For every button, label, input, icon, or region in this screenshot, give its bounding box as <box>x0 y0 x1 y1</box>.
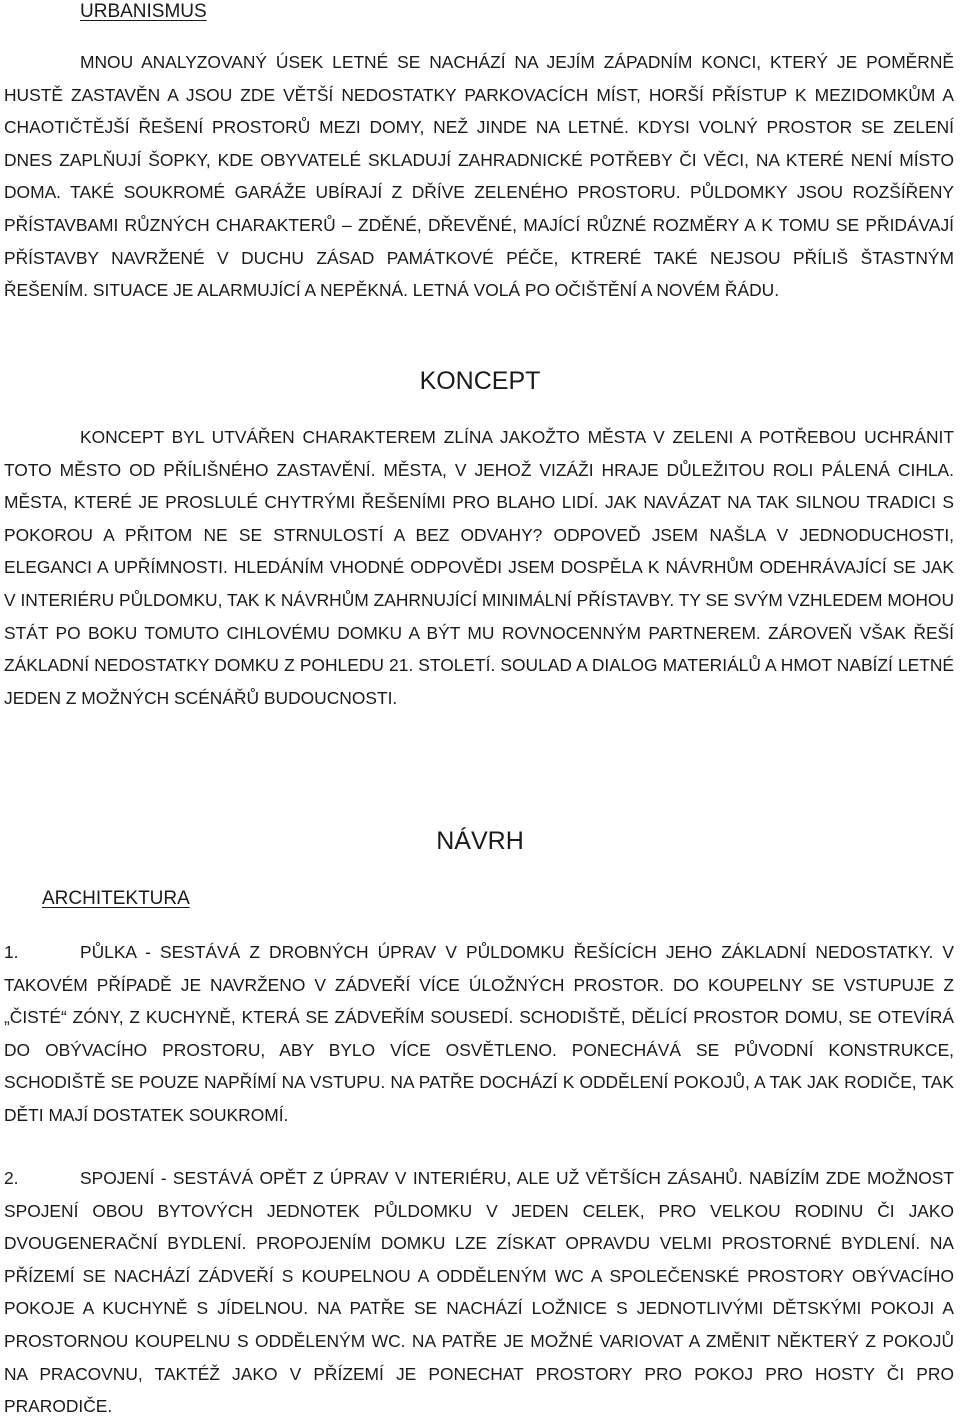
architektura-subheading: ARCHITEKTURA <box>42 888 190 909</box>
list-item <box>4 1162 954 1423</box>
list-item-body <box>4 1162 954 1423</box>
urbanismus-heading: URBANISMUS <box>80 1 207 22</box>
list-item-text: PŮLKA - SESTÁVÁ Z DROBNÝCH ÚPRAV V PŮLDOMKU ŘEŠÍCÍCH JEHO ZÁKLADNÍ NEDOSTATKY. V TAKOVÉM PŘÍPADĚ JE NAVRŽENO V ZÁDVEŘÍ VÍCE ÚLOŽNÝCH PROSTOR. DO KOUPELNY SE VSTUPUJE Z „ČISTÉ“ ZÓNY, Z KUCHYNĚ, KTERÁ SE ZÁDVEŘÍM SOUSEDÍ. SCHODIŠTĚ, DĚLÍCÍ PROSTOR DOMU, SE OTEVÍRÁ DO OBÝVACÍHO PROSTORU, ABY BYLO VÍCE OSVĚTLENO. PONECHÁVÁ SE PŮVODNÍ KONSTRUKCE, SCHODIŠTĚ SE POUZE NAPŘÍMÍ NA VSTUPU. NA PATŘE DOCHÁZÍ K ODDĚLENÍ POKOJŮ, A TAK JAK RODIČE, TAK DĚTI MAJÍ DOSTATEK SOUKROMÍ. <box>4 942 954 1125</box>
list-item-text: SPOJENÍ - SESTÁVÁ OPĚT Z ÚPRAV V INTERIÉRU, ALE UŽ VĚTŠÍCH ZÁSAHŮ. NABÍZÍM ZDE MOŽNOST SPOJENÍ OBOU BYTOVÝCH JEDNOTEK PŮLDOMKU V JEDEN CELEK, PRO VELKOU RODINU ČI JAKO DVOUGENERAČNÍ BYDLENÍ. PROPOJENÍM DOMKU LZE ZÍSKAT OPRAVDU VELMI PROSTORNÉ BYDLENÍ. NA PŘÍZEMÍ SE NACHÁZÍ ZÁDVEŘÍ S KOUPELNOU A ODDĚLENÝM WC A SPOLEČENSKÉ PROSTORY OBÝVACÍHO POKOJE A KUCHYNĚ S JÍDELNOU. NA PATŘE SE NACHÁZÍ LOŽNICE S JEDNOTLIVÝMI DĚTSKÝMI POKOJI A PROSTORNOU KOUPELNU S ODDĚLENÝM WC. NA PATŘE JE MOŽNÉ VARIOVAT A ZMĚNIT NĚKTERÝ Z POKOJŮ NA PRACOVNU, TAKTÉŽ JAKO V PŘÍZEMÍ JE PONECHAT PROSTORY PRO POKOJ PRO HOSTY ČI PRO PRARODIČE. <box>4 1168 954 1417</box>
koncept-paragraph <box>4 421 954 714</box>
urbanismus-text: MNOU ANALYZOVANÝ ÚSEK LETNÉ SE NACHÁZÍ NA JEJÍM ZÁPADNÍM KONCI, KTERÝ JE POMĚRNĚ HUSTĚ ZASTAVĚN A JSOU ZDE VĚTŠÍ NEDOSTATKY PARKOVACÍCH MÍST, HORŠÍ PŘÍSTUP K MEZIDOMKŮM A CHAOTIČTĚJŠÍ ŘEŠENÍ PROSTORŮ MEZI DOMY, NEŽ JINDE NA LETNÉ. KDYSI VOLNÝ PROSTOR SE ZELENÍ DNES ZAPLŇUJÍ ŠOPKY, KDE OBYVATELÉ SKLADUJÍ ZAHRADNICKÉ POTŘEBY ČI VĚCI, NA KTERÉ NENÍ MÍSTO DOMA. TAKÉ SOUKROMÉ GARÁŽE UBÍRAJÍ Z DŘÍVE ZELENÉHO PROSTORU. PŮLDOMKY JSOU ROZŠÍŘENY PŘÍSTAVBAMI RŮZNÝCH CHARAKTERŮ – ZDĚNÉ, DŘEVĚNÉ, MAJÍCÍ RŮZNÉ ROZMĚRY A K TOMU SE PŘIDÁVAJÍ PŘÍSTAVBY NAVRŽENÉ V DUCHU ZÁSAD PAMÁTKOVÉ PÉČE, KTRERÉ TAKÉ NEJSOU PŘÍLIŠ ŠTASTNÝM ŘEŠENÍM. SITUACE JE ALARMUJÍCÍ A NEPĚKNÁ. LETNÁ VOLÁ PO OČIŠTĚNÍ A NOVÉM ŘÁDU. <box>4 52 954 301</box>
navrh-heading: NÁVRH <box>436 827 524 855</box>
koncept-text: KONCEPT BYL UTVÁŘEN CHARAKTEREM ZLÍNA JAKOŽTO MĚSTA V ZELENI A POTŘEBOU UCHRÁNIT TOTO MĚSTO OD PŘÍLIŠNÉHO ZASTAVĚNÍ. MĚSTA, V JEHOŽ VIZÁŽI HRAJE DŮLEŽITOU ROLI PÁLENÁ CIHLA. MĚSTA, KTERÉ JE PROSLULÉ CHYTRÝMI ŘEŠENÍMI PRO BLAHO LIDÍ. JAK NAVÁZAT NA TAK SILNOU TRADICI S POKOROU A PŘITOM NE SE STRNULOSTÍ A BEZ ODVAHY? ODPOVEĎ JSEM NAŠLA V JEDNODUCHOSTI, ELEGANCI A UPŘÍMNOSTI. HLEDÁNÍM VHODNÉ ODPOVĚDI JSEM DOSPĚLA K NÁVRHŮM ODEHRÁVAJÍCÍ SE JAK V INTERIÉRU PŮLDOMKU, TAK K NÁVRHŮM ZAHRNUJÍCÍ MINIMÁLNÍ PŘÍSTAVBY. TY SE SVÝM VZHLEDEM MOHOU STÁT PO BOKU TOMUTO CIHLOVÉMU DOMKU A BÝT MU ROVNOCENNÝM PARTNEREM. ZÁROVEŇ VŠAK ŘEŠÍ ZÁKLADNÍ NEDOSTATKY DOMKU Z POHLEDU 21. STOLETÍ. SOULAD A DIALOG MATERIÁLŮ A HMOT NABÍZÍ LETNÉ JEDEN Z MOŽNÝCH SCÉNÁŘŮ BUDOUCNOSTI. <box>4 427 954 708</box>
koncept-heading: KONCEPT <box>419 367 541 395</box>
urbanismus-paragraph <box>4 46 954 307</box>
list-item-number: 1. <box>4 942 19 962</box>
list-item-body <box>4 936 954 1132</box>
list-item-number: 2. <box>4 1168 19 1188</box>
list-item <box>4 936 954 1132</box>
